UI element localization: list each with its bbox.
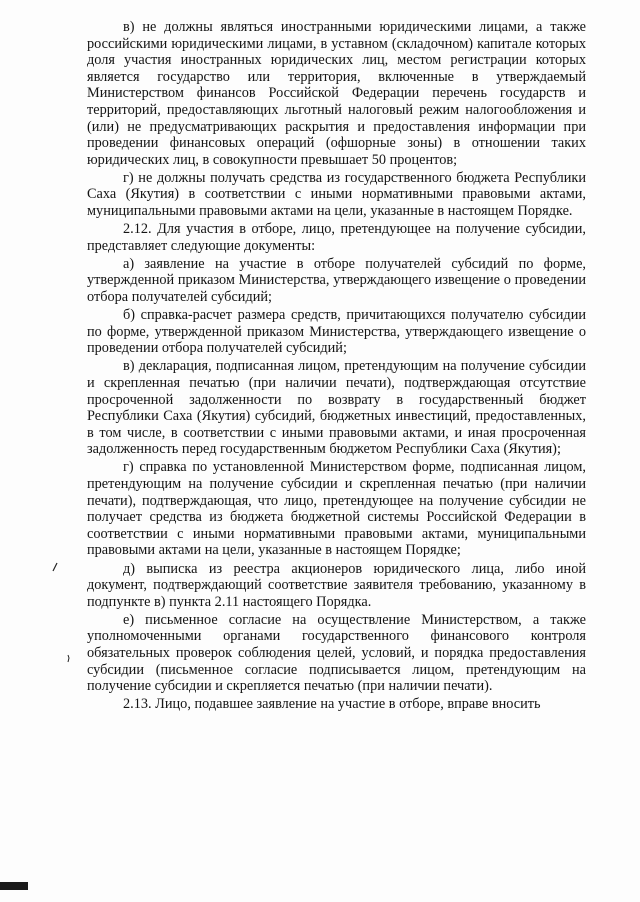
paragraph-2-12-e: е) письменное согласие на осуществление Министерством, а также уполномоченными органами государственного финансового контроля обязательных проверок соблюдения целей, условий, и порядка предоставления субсидии (письменное согласие подписывается лицом, претендующим на получение субсидии и скрепляется печатью (при наличии печати).: [87, 611, 586, 695]
paragraph-2-11-g: г) не должны получать средства из государственного бюджета Республики Саха (Якутия) в соответствии с иными нормативными правовыми актами, муниципальными правовыми актами на цели, указанные в настоящем Порядке.: [87, 169, 586, 220]
paragraph-2-13: 2.13. Лицо, подавшее заявление на участие в отборе, вправе вносить: [123, 696, 541, 713]
paragraph-2-11-v: в) не должны являться иностранными юридическими лицами, а также российскими юридическими лицами, в уставном (складочном) капитале которых доля участия иностранных юридических лиц, местом регистрации которых является государство или территория, включенные в утверждаемый Министерством финансов Российской Федерации перечень государств и территорий, предоставляющих льготный налоговый режим налогообложения и (или) не предусматривающих раскрытия и предоставления информации при проведении финансовых операций (офшорные зоны) в отношении таких юридических лиц, в совокупности превышает 50 процентов;: [87, 19, 586, 168]
paragraph-2-12: 2.12. Для участия в отборе, лицо, претендующее на получение субсидии, представляет следующие документы:: [87, 221, 586, 254]
scan-speck-mark: [66, 654, 71, 663]
paragraph-2-12-v: в) декларация, подписанная лицом, претендующим на получение субсидии и скрепленная печатью (при наличии печати), подтверждающая отсутствие просроченной задолженности по возврату в государственный бюджет Республики Саха (Якутия) субсидий, бюджетных инвестиций, предоставленных, в том числе, в соответствии с иными правовыми актами, и иная просроченная задолженность перед государственным бюджетом Республики Саха (Якутия);: [87, 358, 586, 458]
scan-speck-mark: [52, 562, 58, 572]
paragraph-2-12-b: б) справка-расчет размера средств, причитающихся получателю субсидии по форме, утвержденной приказом Министерства, утверждающего извещение о проведении отбора получателей субсидий;: [87, 307, 586, 357]
paragraph-2-12-g: г) справка по установленной Министерством форме, подписанная лицом, претендующим на получение субсидии и скрепленная печатью (при наличии печати), подтверждающая, что лицо, претендующее на получение субсидии не получает средства из бюджета бюджетной системы Российской Федерации в соответствии с иными нормативными правовыми актами, муниципальными правовыми актами на цели, указанные в настоящем Порядке;: [87, 459, 586, 559]
paragraph-2-12-d: д) выписка из реестра акционеров юридического лица, либо иной документ, подтверждающий соответствие заявителя требованию, указанному в подпункте в) пункта 2.11 настоящего Порядка.: [87, 560, 586, 610]
document-body: [87, 19, 586, 714]
paragraph-2-12-a: а) заявление на участие в отборе получателей субсидий по форме, утвержденной приказом Министерства, утверждающего извещение о проведении отбора получателей субсидий;: [87, 255, 586, 305]
scan-edge-artifact: [0, 882, 28, 890]
